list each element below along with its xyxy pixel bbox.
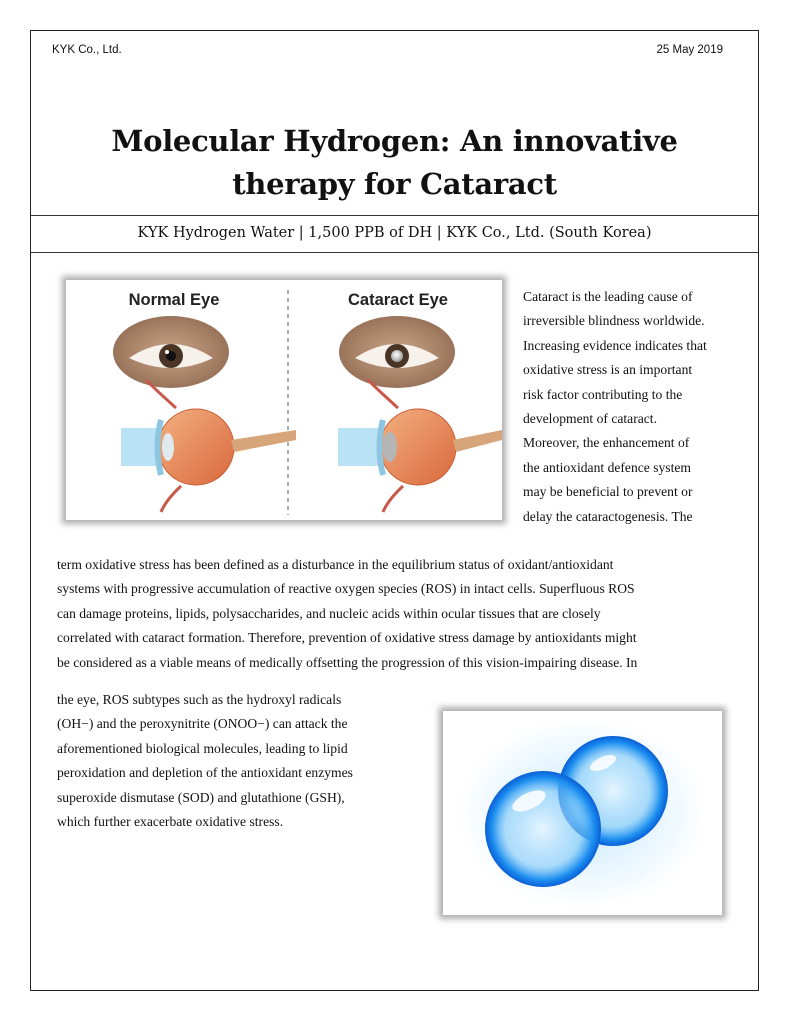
- page-title: [31, 120, 758, 206]
- header-company: KYK Co., Ltd.: [52, 44, 122, 56]
- subtitle: KYK Hydrogen Water | 1,500 PPB of DH | KYK Co., Ltd. (South Korea): [137, 225, 652, 241]
- hydrogen-molecule-image: [443, 711, 722, 915]
- label-cataract-eye: Cataract Eye: [348, 291, 448, 309]
- text-line: the eye, ROS subtypes such as the hydroxyl radicals: [57, 692, 342, 707]
- body-text-left-column: [57, 688, 353, 834]
- text-line: delay the cataractogenesis. The: [523, 508, 693, 524]
- cataract-eye-crosssection: [338, 380, 502, 512]
- text-line: Increasing evidence indicates that: [523, 337, 707, 353]
- intro-text-column: [523, 285, 707, 529]
- text-line: the antioxidant defence system: [523, 459, 691, 475]
- cataract-eye-external: [339, 316, 455, 388]
- header-date: 25 May 2019: [656, 44, 723, 56]
- text-line: can damage proteins, lipids, polysaccharides, and nucleic acids within ocular tissues that are closely: [57, 605, 601, 621]
- hydrogen-atom-sphere-left: [485, 771, 601, 887]
- text-line: development of cataract.: [523, 410, 657, 426]
- body-paragraph-full: [57, 553, 637, 675]
- text-line: may be beneficial to prevent or: [523, 484, 693, 500]
- text-line: (OH−) and the peroxynitrite (ONOO−) can attack the: [57, 716, 348, 732]
- text-line: term oxidative stress has been defined as a disturbance in the equilibrium status of oxidant/antioxidant: [57, 557, 614, 572]
- title-line-1: Molecular Hydrogen: An innovative: [111, 124, 678, 158]
- text-line: Cataract is the leading cause of: [523, 289, 693, 304]
- text-line: aforementioned biological molecules, leading to lipid: [57, 740, 348, 756]
- text-line: irreversible blindness worldwide.: [523, 313, 705, 329]
- text-line: systems with progressive accumulation of reactive oxygen species (ROS) in intact cells. Superfluous ROS: [57, 581, 635, 597]
- text-line: Moreover, the enhancement of: [523, 435, 690, 451]
- eye-comparison-image: [66, 280, 502, 520]
- text-line: be considered as a viable means of medically offsetting the progression of this vision-impairing disease. In: [57, 654, 638, 670]
- text-line: correlated with cataract formation. Therefore, prevention of oxidative stress damage by antioxidants might: [57, 630, 637, 646]
- text-line: which further exacerbate oxidative stress.: [57, 813, 284, 829]
- text-line: oxidative stress is an important: [523, 362, 693, 378]
- text-line: peroxidation and depletion of the antioxidant enzymes: [57, 765, 353, 781]
- title-line-2: therapy for Cataract: [232, 167, 557, 201]
- label-normal-eye: Normal Eye: [128, 291, 220, 309]
- text-line: risk factor contributing to the: [523, 386, 683, 402]
- text-line: superoxide dismutase (SOD) and glutathione (GSH),: [57, 789, 345, 805]
- normal-eye-crosssection: [121, 380, 296, 512]
- hydrogen-spheres-illustration: [443, 711, 722, 915]
- normal-eye-external: [113, 316, 229, 388]
- eye-illustration: [66, 280, 502, 520]
